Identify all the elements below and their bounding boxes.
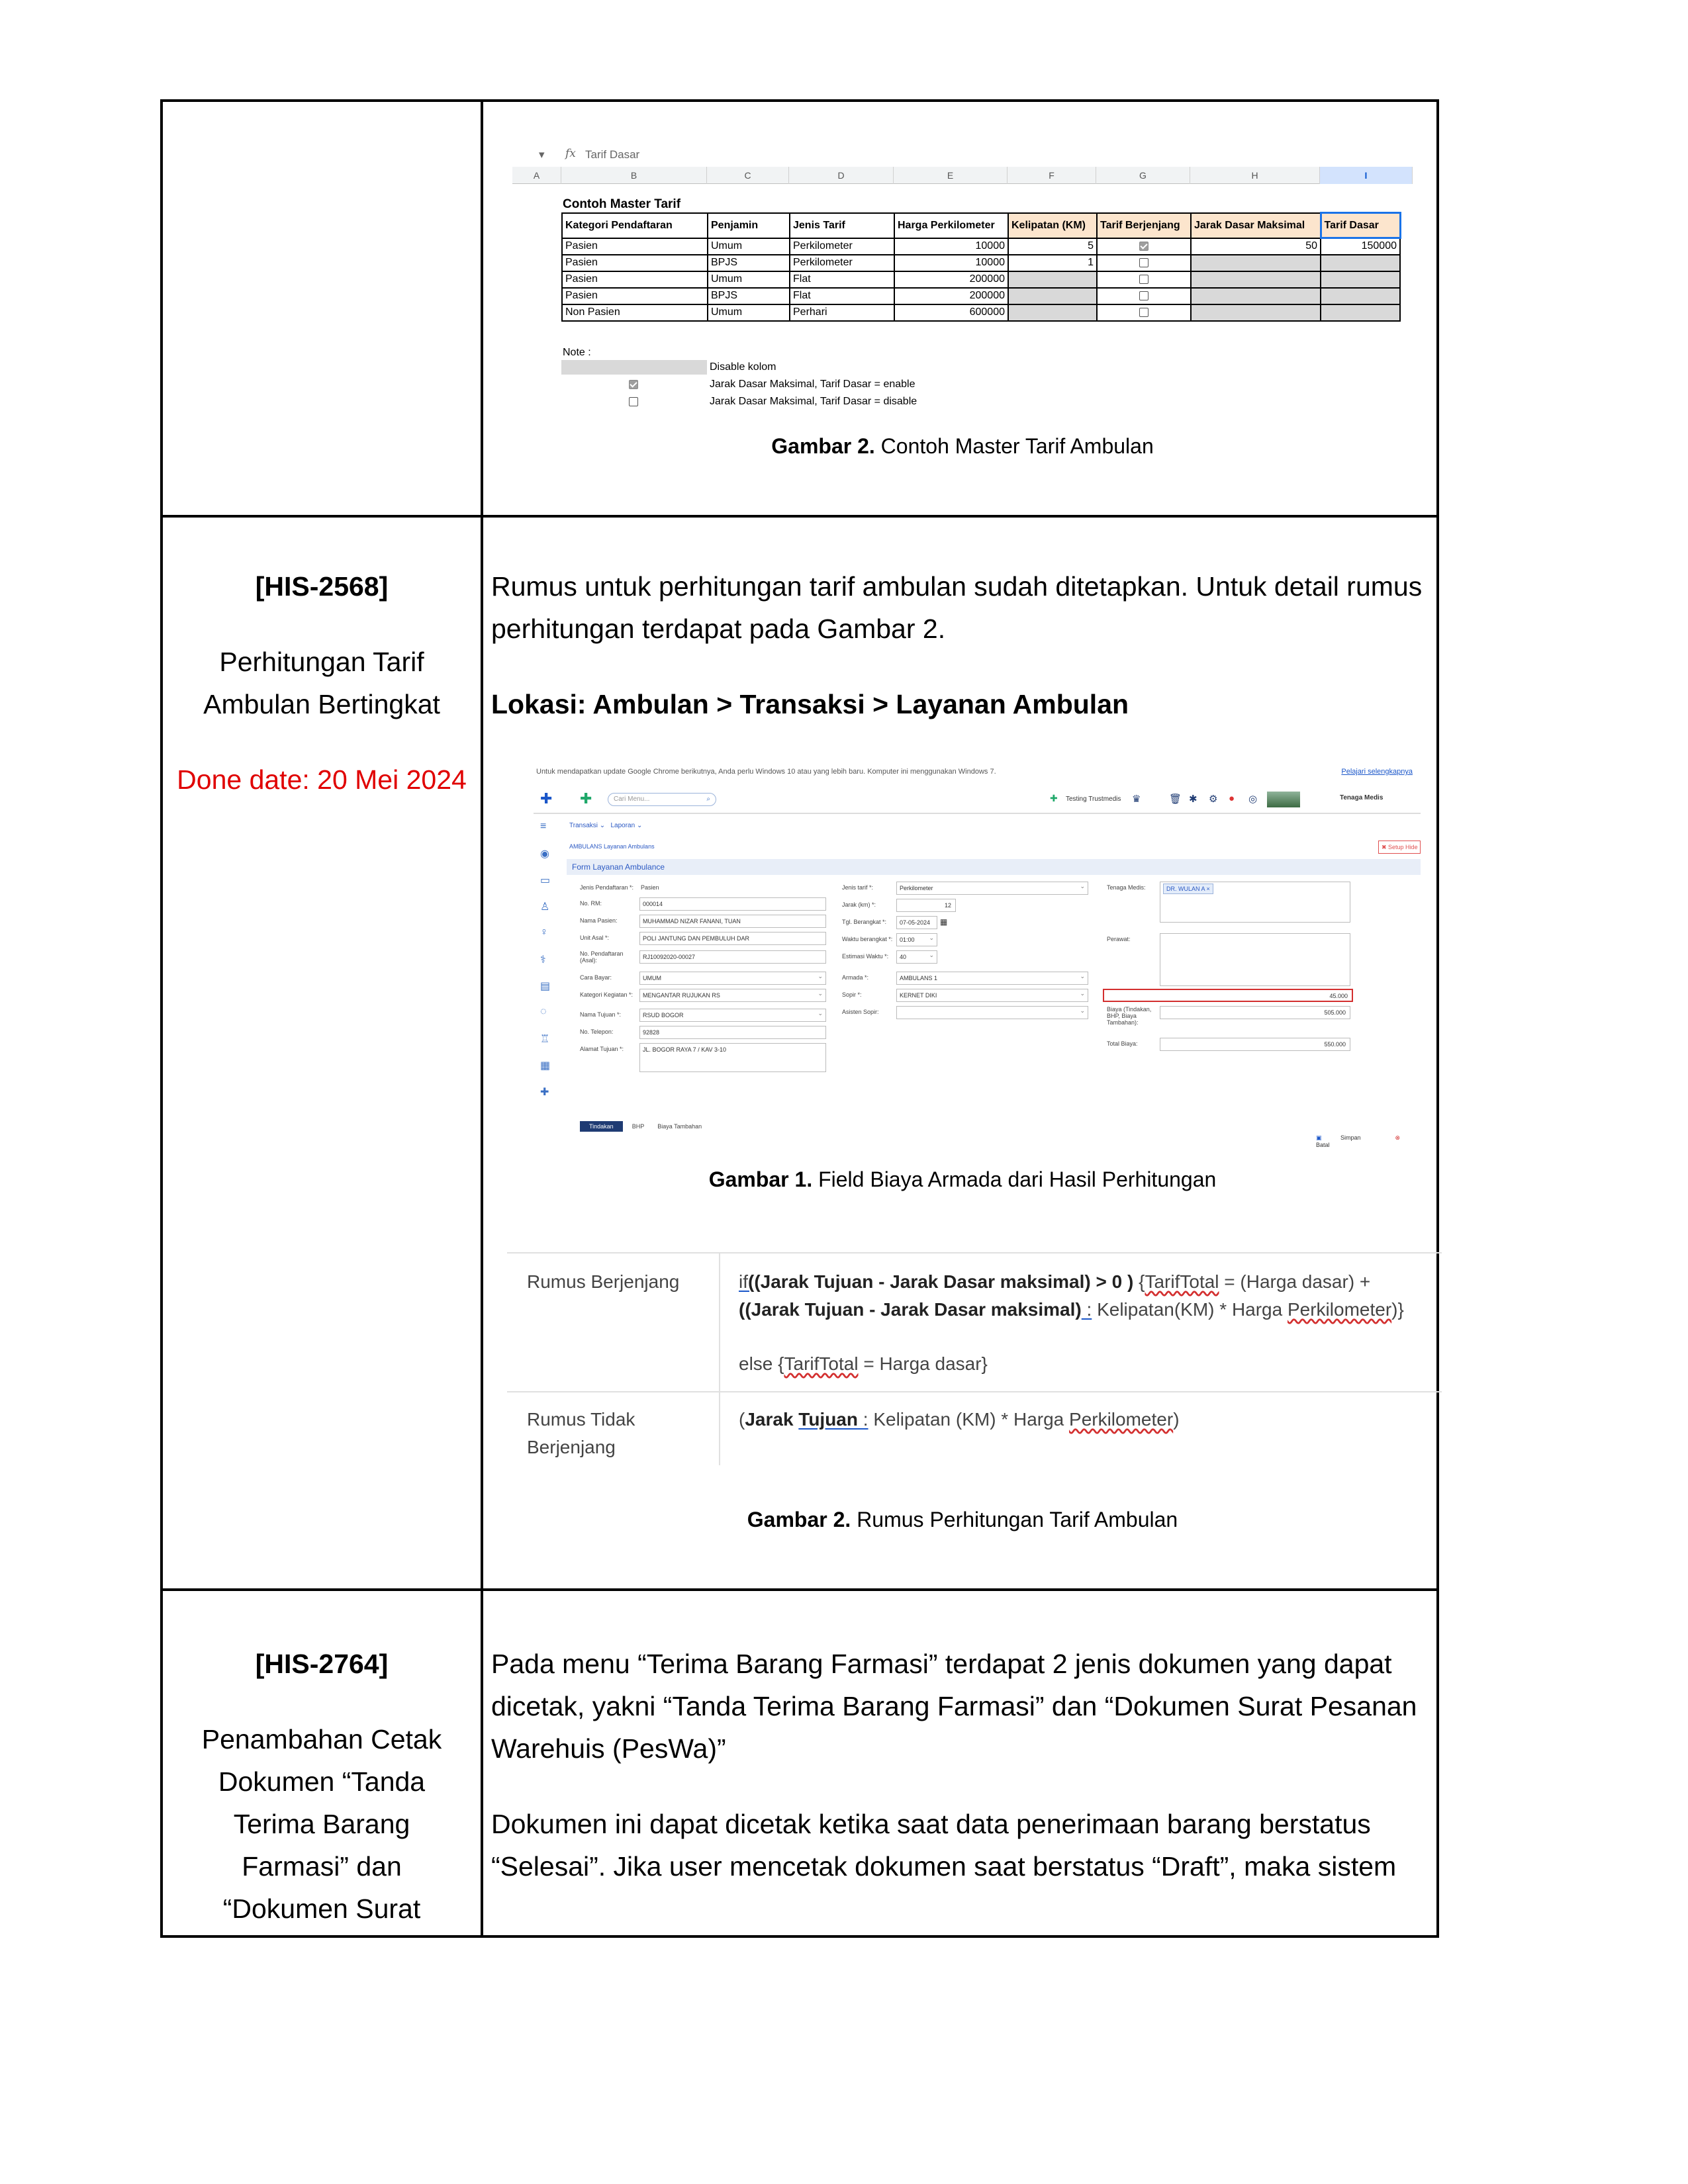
bell-icon[interactable]: ✱ (1189, 794, 1197, 805)
field-label: Tgl. Berangkat *: (842, 919, 887, 925)
formula-label: Rumus Berjenjang (527, 1271, 680, 1292)
formula-part: : (1081, 1299, 1092, 1320)
tgl-berangkat-field[interactable]: 07-05-2024 (896, 916, 937, 929)
ticket-id: [HIS-2568] (255, 571, 389, 602)
trash-icon[interactable]: 🗑 (1169, 794, 1182, 805)
field-label: Perawat: (1107, 936, 1131, 942)
cell: 150000 (1321, 238, 1400, 255)
checkbox-checked-icon (629, 380, 638, 389)
no-rm-field[interactable]: 000014 (639, 897, 826, 911)
cell: BPJS (708, 288, 790, 304)
field-label: Cara Bayar: (580, 974, 612, 981)
gear-icon[interactable]: ⚙ (1209, 794, 1218, 805)
formula-part: Kelipatan(KM) * Harga (1092, 1299, 1288, 1320)
column-header: E (894, 167, 1008, 184)
kategori-kegiatan-select[interactable]: MENGANTAR RUJUKAN RS ⌄ (639, 989, 826, 1002)
description-paragraph: Pada menu “Terima Barang Farmasi” terdapat 2 jenis dokumen yang dapat dicetak, yakni “Tanda Terima Barang Farmasi” dan “Dokumen Surat Pesanan Warehuis (PesWa)” (491, 1649, 1417, 1764)
figure-caption (483, 1167, 1442, 1192)
tenaga-medis-chip[interactable]: DR. WULAN A × (1163, 884, 1213, 894)
setup-hide-button[interactable]: ✖ Setup Hide (1378, 841, 1421, 854)
cell: Umum (708, 238, 790, 255)
cell (1097, 304, 1191, 321)
help-icon[interactable]: ◎ (1248, 794, 1258, 805)
requirement-meta (163, 565, 481, 801)
caption-label: Gambar 2. (747, 1508, 851, 1531)
total-biaya-field: 550.000 (1160, 1038, 1350, 1051)
field-label: No. RM: (580, 900, 602, 907)
cancel-icon: ⊗ (1395, 1134, 1401, 1141)
sidebar-icon[interactable]: ♙ (540, 901, 550, 913)
field-label: Nama Tujuan *: (580, 1011, 622, 1018)
cell: Pasien (562, 255, 708, 271)
field-label: Nama Pasien: (580, 917, 618, 924)
disabled-swatch (561, 360, 707, 375)
function-icon: fx (565, 147, 576, 160)
formula-part: if (739, 1271, 748, 1292)
note-label: Note : (563, 347, 591, 358)
unit-asal-field[interactable]: POLI JANTUNG DAN PEMBULUH DAR (639, 932, 826, 945)
column-header: H (1190, 167, 1320, 184)
formula-row-berjenjang (507, 1252, 1442, 1392)
cell: Umum (708, 304, 790, 321)
caption-label: Gambar 1. (708, 1167, 813, 1191)
field-label: Unit Asal *: (580, 934, 610, 941)
formula-part: (Jarak Tujuan - Jarak Dasar maksimal) > 0 ) (754, 1271, 1134, 1292)
cell: BPJS (708, 255, 790, 271)
cell-disabled (1321, 288, 1400, 304)
cell-disabled (1321, 255, 1400, 271)
header-cell: Tarif Dasar (1321, 213, 1400, 238)
user-role: Tenaga Medis (1340, 794, 1383, 801)
formula-part: TarifTotal (1145, 1271, 1219, 1292)
field-label: Jarak (km) *: (842, 901, 876, 908)
org-logo-icon: ✚ (1050, 793, 1058, 803)
formula-part: TarifTotal (784, 1353, 859, 1374)
field-label: Kategori Kegiatan *: (580, 991, 633, 998)
cell (1097, 255, 1191, 271)
biaya-tindakan-field: 505.000 (1160, 1006, 1350, 1019)
column-header: D (789, 167, 894, 184)
perawat-multiselect[interactable] (1160, 933, 1350, 986)
chrome-update-banner (534, 764, 1421, 780)
field-label: Waktu berangkat *: (842, 936, 893, 942)
formula-part: Jarak (745, 1409, 799, 1430)
table-row (562, 288, 1400, 304)
waktu-berangkat-select[interactable]: 01:00 ⌄ (896, 933, 937, 946)
cell: Non Pasien (562, 304, 708, 321)
alamat-tujuan-field[interactable]: JL. BOGOR RAYA 7 / KAV 3-10 (639, 1043, 826, 1072)
document-table (160, 99, 1439, 1938)
cancel-label: Batal (1316, 1142, 1330, 1148)
field-label: Armada *: (842, 974, 869, 981)
header-row (562, 213, 1400, 238)
row-divider (163, 515, 1436, 518)
org-name: Testing Trustmedis (1066, 796, 1121, 803)
formula-part: ( (748, 1271, 755, 1292)
column-header: G (1096, 167, 1190, 184)
app-topbar (534, 785, 1421, 814)
cell: 50 (1191, 238, 1321, 255)
cell-disabled (1191, 271, 1321, 288)
formula-part: { (1133, 1271, 1145, 1292)
field-value: Pasien (641, 884, 659, 891)
home-logo-icon[interactable]: ✚ (580, 790, 592, 807)
cell: 200000 (894, 271, 1008, 288)
formula-bar-value: Tarif Dasar (585, 148, 640, 161)
formula-line (739, 1406, 1440, 1433)
header-cell: Penjamin (708, 213, 790, 238)
table-row (562, 304, 1400, 321)
table-row (562, 255, 1400, 271)
field-label: No. Telepon: (580, 1028, 614, 1035)
cell: Perkilometer (790, 238, 894, 255)
cell: Pasien (562, 238, 708, 255)
cara-bayar-select[interactable]: UMUM ⌄ (639, 972, 826, 985)
sidebar-icon[interactable]: ▤ (540, 981, 551, 992)
column-divider (481, 102, 483, 1935)
column-header: F (1008, 167, 1096, 184)
requirement-meta (163, 1643, 481, 1963)
cell-disabled (1008, 288, 1097, 304)
save-label: Simpan (1340, 1134, 1361, 1141)
search-placeholder: Cari Menu... (614, 796, 650, 803)
formula-part: = (Harga dasar) + (1219, 1271, 1371, 1292)
jenis-tarif-select[interactable]: Perkilometer ⌄ (896, 882, 1088, 895)
done-date: Done date: 20 Mei 2024 (177, 764, 467, 795)
cell: 10000 (894, 255, 1008, 271)
sidebar (534, 785, 559, 1122)
cell: 5 (1008, 238, 1097, 255)
dropdown-arrow-icon: ▾ (539, 148, 545, 161)
form-tabs (580, 1121, 715, 1132)
tab-biaya-tambahan[interactable]: Biaya Tambahan (657, 1123, 702, 1130)
sopir-select[interactable]: KERNET DIKI ⌄ (896, 989, 1088, 1002)
armada-select[interactable]: AMBULANS 1 ⌄ (896, 972, 1088, 985)
column-header-selected: I (1320, 167, 1413, 184)
sheet-title: Contoh Master Tarif (563, 197, 681, 211)
cell: Flat (790, 271, 894, 288)
formula-bar (512, 146, 1413, 165)
header-cell: Kategori Pendaftaran (562, 213, 708, 238)
jarak-km-field[interactable]: 12 (896, 899, 956, 912)
sidebar-icon[interactable]: ⚕ (540, 954, 546, 966)
description-paragraph: Rumus untuk perhitungan tarif ambulan sudah ditetapkan. Untuk detail rumus perhitungan terdapat pada Gambar 2. (491, 571, 1423, 644)
header-cell: Kelipatan (KM) (1008, 213, 1097, 238)
formula-table (507, 1252, 1442, 1465)
cell: Flat (790, 288, 894, 304)
sidebar-icon[interactable]: ▦ (540, 1060, 551, 1071)
cell-disabled (1191, 288, 1321, 304)
formula-part: : (857, 1409, 868, 1430)
note-checked: Jarak Dasar Maksimal, Tarif Dasar = enable (710, 379, 915, 390)
header-cell: Tarif Berjenjang (1097, 213, 1191, 238)
sidebar-icon[interactable]: ✚ (540, 1087, 549, 1098)
caption-text: Contoh Master Tarif Ambulan (874, 434, 1154, 458)
form-actions (1316, 1134, 1421, 1148)
sidebar-icon[interactable]: ▭ (540, 875, 551, 886)
column-headers (512, 167, 1413, 184)
row-divider (163, 1588, 1436, 1591)
field-label: Total Biaya: (1107, 1040, 1138, 1047)
top-menu (569, 822, 642, 829)
column-header: B (561, 167, 707, 184)
table-row (562, 271, 1400, 288)
formula-divider (719, 1252, 720, 1465)
formula-part: Tujuan (798, 1409, 858, 1430)
banner-text: Untuk mendapatkan update Google Chrome berikutnya, Anda perlu Windows 10 atau yang lebih baru. Komputer ini menggunakan Windows 7. (536, 768, 996, 776)
formula-part: ( (739, 1409, 745, 1430)
menu-search-input[interactable] (608, 793, 716, 806)
caption-text: Field Biaya Armada dari Hasil Perhitungan (812, 1167, 1217, 1191)
description-paragraph: Dokumen ini dapat dicetak ketika saat data penerimaan barang berstatus “Selesai”. Jika user mencetak dokumen saat berstatus “Draft”, maka sistem (491, 1809, 1397, 1882)
cell: 10000 (894, 238, 1008, 255)
learn-more-link[interactable]: Pelajari selengkapnya (1341, 768, 1413, 776)
field-label: Biaya (Tindakan, BHP, Biaya Tambahan): (1107, 1006, 1152, 1026)
no-telepon-field[interactable]: 92828 (639, 1026, 826, 1039)
field-label: Estimasi Waktu *: (842, 953, 889, 960)
layanan-ambulan-screenshot (534, 764, 1421, 1148)
location-path: Lokasi: Ambulan > Transaksi > Layanan Ambulan (491, 689, 1129, 719)
ticket-title: Penambahan Cetak Dokumen “Tanda Terima Barang Farmasi” dan “Dokumen Surat (201, 1724, 442, 1924)
formula-part: )} (1391, 1299, 1404, 1320)
cell (1097, 238, 1191, 255)
checkbox-unchecked-icon[interactable] (1139, 308, 1149, 317)
cell-disabled (1321, 271, 1400, 288)
cell (1097, 288, 1191, 304)
field-label: Sopir *: (842, 991, 862, 998)
formula-label: Rumus Tidak (527, 1409, 635, 1430)
cell (1097, 271, 1191, 288)
checkbox-unchecked-icon[interactable] (1139, 291, 1149, 300)
cell: Perkilometer (790, 255, 894, 271)
nama-tujuan-select[interactable]: RSUD BOGOR ⌄ (639, 1009, 826, 1022)
formula-part: else { (739, 1353, 784, 1374)
formula-line (739, 1296, 1440, 1324)
menu-transaksi[interactable]: Transaksi ⌄ (569, 822, 606, 829)
sidebar-icon[interactable]: ◌ (540, 1006, 547, 1017)
formula-part: Perkilometer (1069, 1409, 1174, 1430)
crown-icon[interactable]: ♛ (1132, 794, 1141, 805)
field-label: Jenis Pendaftaran *: (580, 884, 634, 891)
avatar[interactable] (1267, 792, 1300, 807)
ticket-title: Perhitungan Tarif Ambulan Bertingkat (203, 647, 440, 719)
biaya-armada-field (1103, 989, 1353, 1002)
field-label: Tenaga Medis: (1107, 884, 1146, 891)
tarif-grid (561, 212, 1401, 322)
header-cell: Jarak Dasar Maksimal (1191, 213, 1321, 238)
checkbox-checked-icon[interactable] (1139, 242, 1149, 251)
tab-bhp[interactable]: BHP (632, 1123, 645, 1130)
note-disable: Disable kolom (710, 361, 776, 373)
header-cell: Jenis Tarif (790, 213, 894, 238)
cell: Pasien (562, 271, 708, 288)
sidebar-icon[interactable]: ♖ (540, 1034, 550, 1045)
cell: Umum (708, 271, 790, 288)
notification-icon[interactable]: ● (1229, 793, 1235, 804)
cell-disabled (1321, 304, 1400, 321)
formula-line (739, 1350, 1440, 1378)
formula-part: Perkilometer (1287, 1299, 1392, 1320)
figure-caption (483, 1508, 1442, 1532)
checkbox-unchecked-icon[interactable] (1139, 258, 1149, 267)
menu-icon[interactable]: ≡ (540, 821, 547, 832)
asisten-sopir-select[interactable] (896, 1006, 1088, 1019)
breadcrumb[interactable]: AMBULANS Layanan Ambulans (569, 843, 655, 850)
formula-part: = Harga dasar} (858, 1353, 988, 1374)
calendar-icon[interactable]: ▦ (940, 917, 948, 927)
column-header: A (512, 167, 561, 184)
tenaga-medis-multiselect[interactable] (1160, 882, 1350, 923)
caption-label: Gambar 2. (771, 434, 875, 458)
cell-disabled (1008, 271, 1097, 288)
formula-part: ((Jarak Tujuan - Jarak Dasar maksimal) (739, 1299, 1082, 1320)
formula-part: ) (1173, 1409, 1180, 1430)
formula-label: Berjenjang (527, 1437, 616, 1457)
menu-laporan[interactable]: Laporan ⌄ (610, 822, 643, 829)
app-logo-icon: ✚ (540, 790, 553, 807)
cell: 600000 (894, 304, 1008, 321)
formula-row-tidak-berjenjang (507, 1392, 1442, 1465)
formula-part: Kelipatan (KM) * Harga (868, 1409, 1070, 1430)
cell: 200000 (894, 288, 1008, 304)
cell-disabled (1191, 304, 1321, 321)
column-header: C (707, 167, 789, 184)
field-label: Alamat Tujuan *: (580, 1046, 624, 1052)
header-cell: Harga Perkilometer (894, 213, 1008, 238)
save-button[interactable] (1316, 1134, 1378, 1141)
form-title: Form Layanan Ambulance (567, 859, 1421, 875)
save-icon: ▣ (1316, 1134, 1322, 1141)
cell: 1 (1008, 255, 1097, 271)
cell: Perhari (790, 304, 894, 321)
sidebar-icon[interactable]: ◉ (540, 848, 549, 860)
cell: Pasien (562, 288, 708, 304)
estimasi-waktu-select[interactable]: 40 ⌄ (896, 950, 937, 964)
figure-caption (483, 434, 1442, 459)
formula-line (739, 1268, 1440, 1296)
caption-text: Rumus Perhitungan Tarif Ambulan (851, 1508, 1178, 1531)
nama-pasien-field[interactable]: MUHAMMAD NIZAR FANANI, TUAN (639, 915, 826, 928)
ticket-id: [HIS-2764] (255, 1649, 389, 1679)
checkbox-unchecked-icon (629, 397, 638, 406)
checkbox-unchecked-icon[interactable] (1139, 275, 1149, 284)
tab-tindakan[interactable]: Tindakan (580, 1121, 623, 1132)
no-pendaftaran-field[interactable]: RJ10092020-00027 (639, 950, 826, 964)
cell-disabled (1191, 255, 1321, 271)
biaya-armada-value: 45.000 (1329, 993, 1348, 999)
sidebar-icon[interactable]: ♀ (540, 927, 548, 938)
note-unchecked: Jarak Dasar Maksimal, Tarif Dasar = disable (710, 396, 917, 407)
cell-disabled (1008, 304, 1097, 321)
field-label: Jenis tarif *: (842, 884, 874, 891)
search-icon: ⌕ (706, 796, 710, 803)
table-row (562, 238, 1400, 255)
field-label: Asisten Sopir: (842, 1009, 879, 1015)
field-label: No. Pendaftaran (Asal): (580, 950, 624, 964)
